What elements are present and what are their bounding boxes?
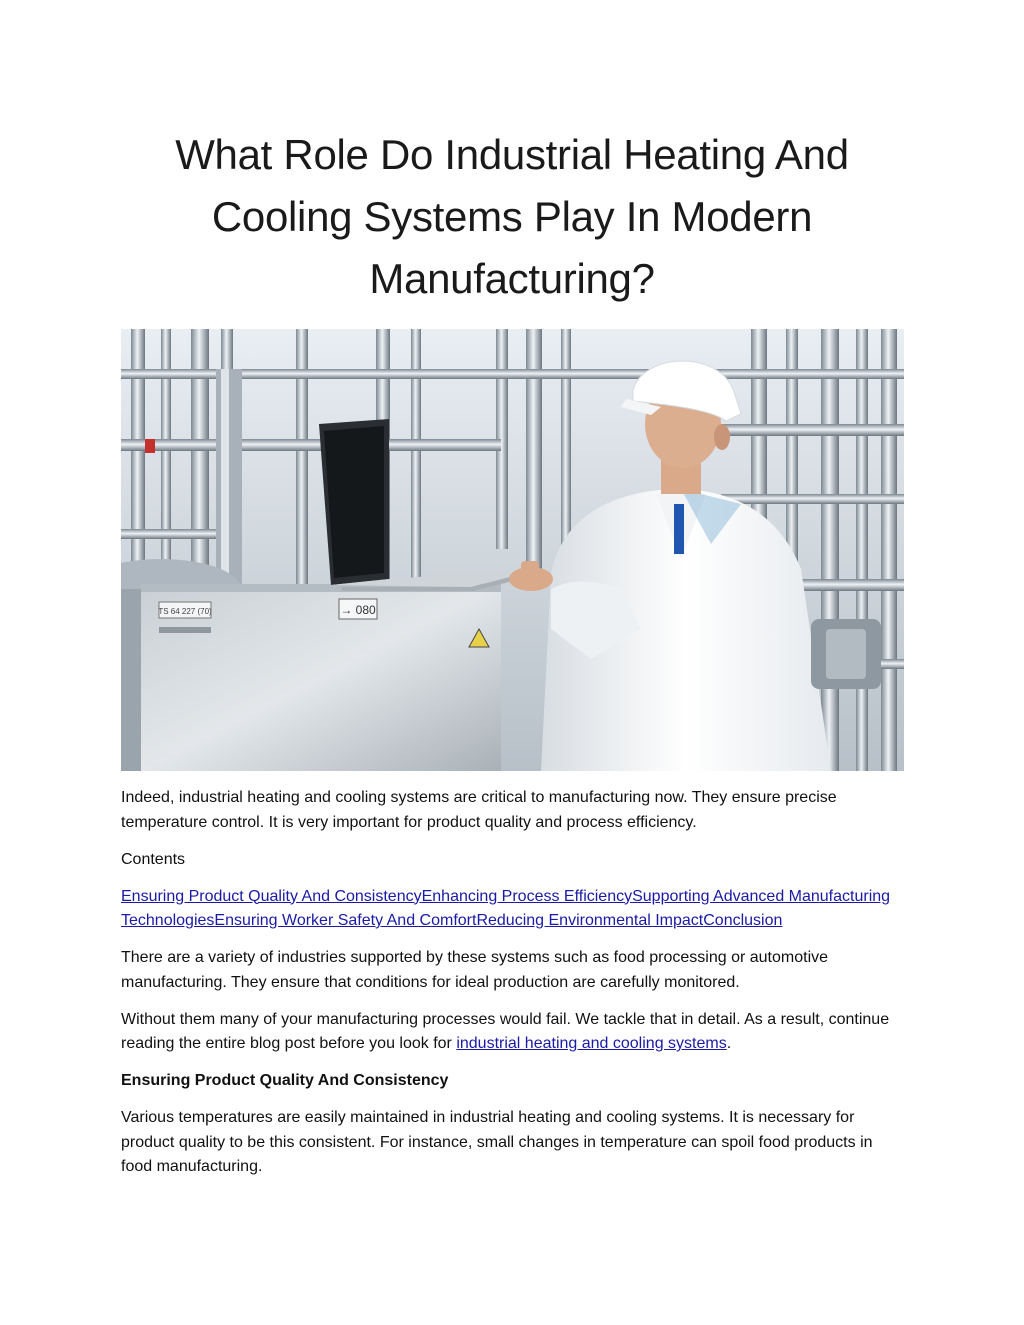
toc-link-conclusion[interactable]: Conclusion	[703, 912, 783, 929]
toc-link-efficiency[interactable]: Enhancing Process Efficiency	[421, 887, 633, 905]
contents-label: Contents	[121, 850, 186, 868]
toc-link-advanced-tech[interactable]: Supporting Advanced Manufacturing Technologies	[121, 887, 891, 929]
section-paragraph: Various temperatures are easily maintained in industrial heating and cooling systems. It is necessary for product quality to be this consistent. For instance, small changes in temperature can spoil food products in food manufacturing.	[121, 1109, 873, 1175]
panel-label: → 080	[340, 603, 376, 617]
intro-paragraph: Indeed, industrial heating and cooling systems are critical to manufacturing now. They ensure precise temperature control. It is very important for product quality and process efficiency.	[121, 789, 837, 831]
plate-label: TS 64 227 (70)	[158, 607, 212, 616]
without-end: .	[726, 1035, 732, 1052]
toc-link-worker-safety[interactable]: Ensuring Worker Safety And Comfort	[214, 912, 477, 929]
factory-photo	[121, 329, 904, 771]
without-paragraph	[121, 1008, 906, 1057]
inline-link-heating-cooling[interactable]: industrial heating and cooling systems	[456, 1035, 727, 1052]
industries-paragraph: There are a variety of industries supported by these systems such as food processing or automotive manufacturing. They ensure that conditions for ideal production are carefully monitored.	[121, 949, 829, 991]
toc-link-environmental[interactable]: Reducing Environmental Impact	[476, 912, 704, 929]
section-heading: Ensuring Product Quality And Consistency	[121, 1072, 449, 1089]
toc-link-quality[interactable]: Ensuring Product Quality And Consistency	[121, 887, 422, 905]
without-text: Without them many of your manufacturing processes would fail. We tackle that in detail. As a result, continue reading the entire blog post before you look for	[121, 1010, 890, 1052]
document-title: What Role Do Industrial Heating And Cooling Systems Play In Modern Manufacturing?	[175, 131, 849, 302]
article-body	[121, 786, 906, 1192]
table-of-contents	[121, 885, 906, 934]
